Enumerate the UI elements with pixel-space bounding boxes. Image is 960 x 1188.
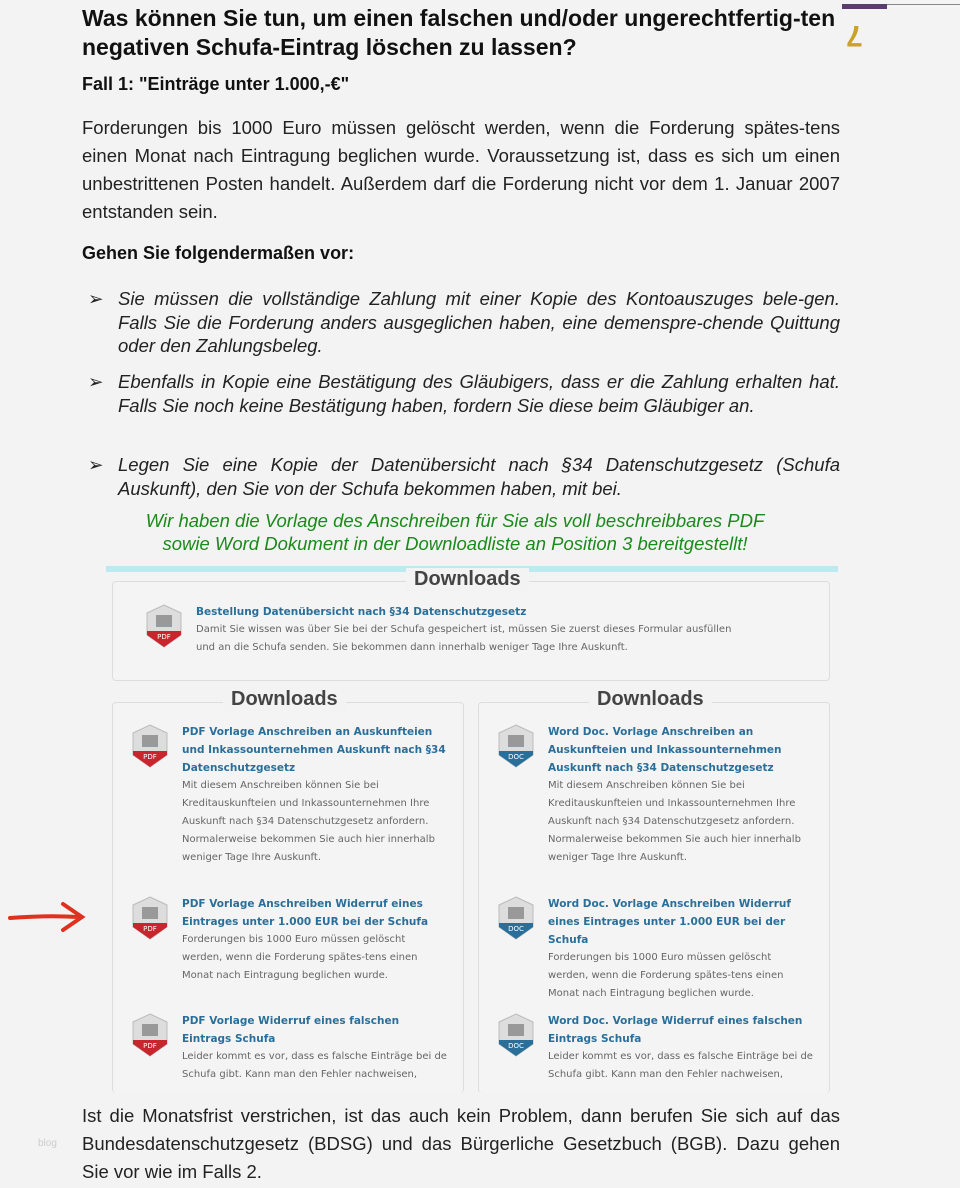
closing-paragraph: Ist die Monatsfrist verstrichen, ist das auch kein Problem, dann berufen Sie sich auf das Bundesdatenschutzgesetz (BDSG) und das Bürgerliche Gesetzbuch (BGB). Dazu gehen Sie vor wie im Falls 2. <box>82 1105 840 1182</box>
header-bar <box>842 4 887 9</box>
download-description: Mit diesem Anschreiben können Sie bei Kreditauskunfteien und Inkassounternehmen Ihre Auskunft nach §34 Datenschutzgesetz anfordern. Normalerweise bekommen Sie auch hier innerhalb weniger Tage Ihre Auskunft. <box>182 780 435 863</box>
bullet-item: ➢ Sie müssen die vollständige Zahlung mit einer Kopie des Kontoauszuges bele-gen. Falls Sie die Forderung anders ausgeglichen haben, eine demenspre-chende Quittung oder den Zahlungsbeleg. <box>88 288 840 356</box>
pdf-file-icon <box>130 1012 168 1058</box>
header-line <box>887 4 960 5</box>
svg-text:DOC: DOC <box>508 1042 524 1050</box>
arrow-bullet-icon: ➢ <box>88 454 104 475</box>
watermark: blog <box>38 1138 57 1149</box>
download-link[interactable]: Word Doc. Vorlage Anschreiben Widerruf eines Eintrages unter 1.000 EUR bei der Schufa <box>548 898 791 946</box>
page-number: 7 <box>846 19 863 52</box>
download-description: Mit diesem Anschreiben können Sie bei Kreditauskunfteien und Inkassounternehmen Ihre Auskunft nach §34 Datenschutzgesetz anfordern. Normalerweise bekommen Sie auch hier innerhalb weniger Tage Ihre Auskunft. <box>548 780 801 863</box>
downloads-heading: Downloads <box>589 688 712 711</box>
page-title: Was können Sie tun, um einen falschen und/oder ungerechtfertig-ten negativen Schufa-Eintrag löschen zu lassen? <box>82 5 836 60</box>
svg-text:PDF: PDF <box>143 1042 157 1050</box>
pdf-file-icon <box>144 603 182 649</box>
download-item <box>182 1012 447 1084</box>
doc-file-icon <box>496 895 534 941</box>
pdf-file-icon <box>130 895 168 941</box>
doc-file-icon <box>496 723 534 769</box>
download-item <box>548 895 813 1003</box>
download-link[interactable]: PDF Vorlage Anschreiben Widerruf eines Eintrages unter 1.000 EUR bei der Schufa <box>182 898 429 928</box>
red-arrow-icon <box>8 898 88 938</box>
download-item <box>182 895 447 985</box>
download-link[interactable]: Word Doc. Vorlage Anschreiben an Auskunfteien und Inkassounternehmen Auskunft nach §34 Datenschutzgesetz <box>548 726 782 774</box>
svg-text:DOC: DOC <box>508 753 524 761</box>
case-heading: Fall 1: "Einträge unter 1.000,-€" <box>82 74 350 94</box>
downloads-heading: Downloads <box>223 688 346 711</box>
intro-paragraph: Forderungen bis 1000 Euro müssen gelöscht werden, wenn die Forderung spätes-tens einen Monat nach Eintragung beglichen wurde. Voraussetzung ist, dass es sich um einen unbestrittenen Posten handelt. Außerdem darf die Forderung nicht vor dem 1. Januar 2007 entstanden sein. <box>82 117 840 222</box>
arrow-bullet-icon: ➢ <box>88 288 104 309</box>
bullet-item: ➢ Legen Sie eine Kopie der Datenübersicht nach §34 Datenschutzgesetz (Schufa Auskunft), den Sie von der Schufa bekommen haben, mit bei. <box>88 454 840 499</box>
svg-text:PDF: PDF <box>157 633 171 641</box>
download-link[interactable]: Word Doc. Vorlage Widerruf eines falschen Eintrags Schufa <box>548 1015 803 1045</box>
note-line: Wir haben die Vorlage des Anschreiben für Sie als voll beschreibbares PDF <box>145 510 765 531</box>
note-line: sowie Word Dokument in der Downloadliste an Position 3 bereitgestellt! <box>162 533 748 554</box>
download-description: Leider kommt es vor, dass es falsche Einträge bei de Schufa gibt. Kann man den Fehler nachweisen, <box>182 1051 447 1080</box>
download-item <box>548 1012 813 1084</box>
download-item <box>548 723 813 867</box>
download-link[interactable]: PDF Vorlage Widerruf eines falschen Eintrags Schufa <box>182 1015 400 1045</box>
downloads-heading: Downloads <box>406 568 529 591</box>
doc-file-icon <box>496 1012 534 1058</box>
svg-text:DOC: DOC <box>508 925 524 933</box>
download-item <box>182 723 447 867</box>
download-item <box>196 603 741 657</box>
svg-text:PDF: PDF <box>143 753 157 761</box>
download-description: Leider kommt es vor, dass es falsche Einträge bei de Schufa gibt. Kann man den Fehler nachweisen, <box>548 1051 813 1080</box>
svg-text:PDF: PDF <box>143 925 157 933</box>
download-description: Forderungen bis 1000 Euro müssen gelöscht werden, wenn die Forderung spätes-tens einen Monat nach Eintragung beglichen wurde. <box>548 952 784 999</box>
download-link[interactable]: PDF Vorlage Anschreiben an Auskunfteien und Inkassounternehmen Auskunft nach §34 Datenschutzgesetz <box>182 726 446 774</box>
steps-heading: Gehen Sie folgendermaßen vor: <box>82 243 355 263</box>
download-description: Damit Sie wissen was über Sie bei der Schufa gespeichert ist, müssen Sie zuerst dieses Formular ausfüllen und an die Schufa senden. Sie bekommen dann innerhalb weniger Tage Ihre Auskunft. <box>196 624 732 653</box>
download-link[interactable]: Bestellung Datenübersicht nach §34 Datenschutzgesetz <box>196 606 527 618</box>
arrow-bullet-icon: ➢ <box>88 371 104 392</box>
pdf-file-icon <box>130 723 168 769</box>
download-description: Forderungen bis 1000 Euro müssen gelöscht werden, wenn die Forderung spätes-tens einen Monat nach Eintragung beglichen wurde. <box>182 934 418 981</box>
bullet-item: ➢ Ebenfalls in Kopie eine Bestätigung des Gläubigers, dass er die Zahlung erhalten hat. Falls Sie noch keine Bestätigung haben, fordern Sie diese beim Gläubiger an. <box>88 371 840 416</box>
